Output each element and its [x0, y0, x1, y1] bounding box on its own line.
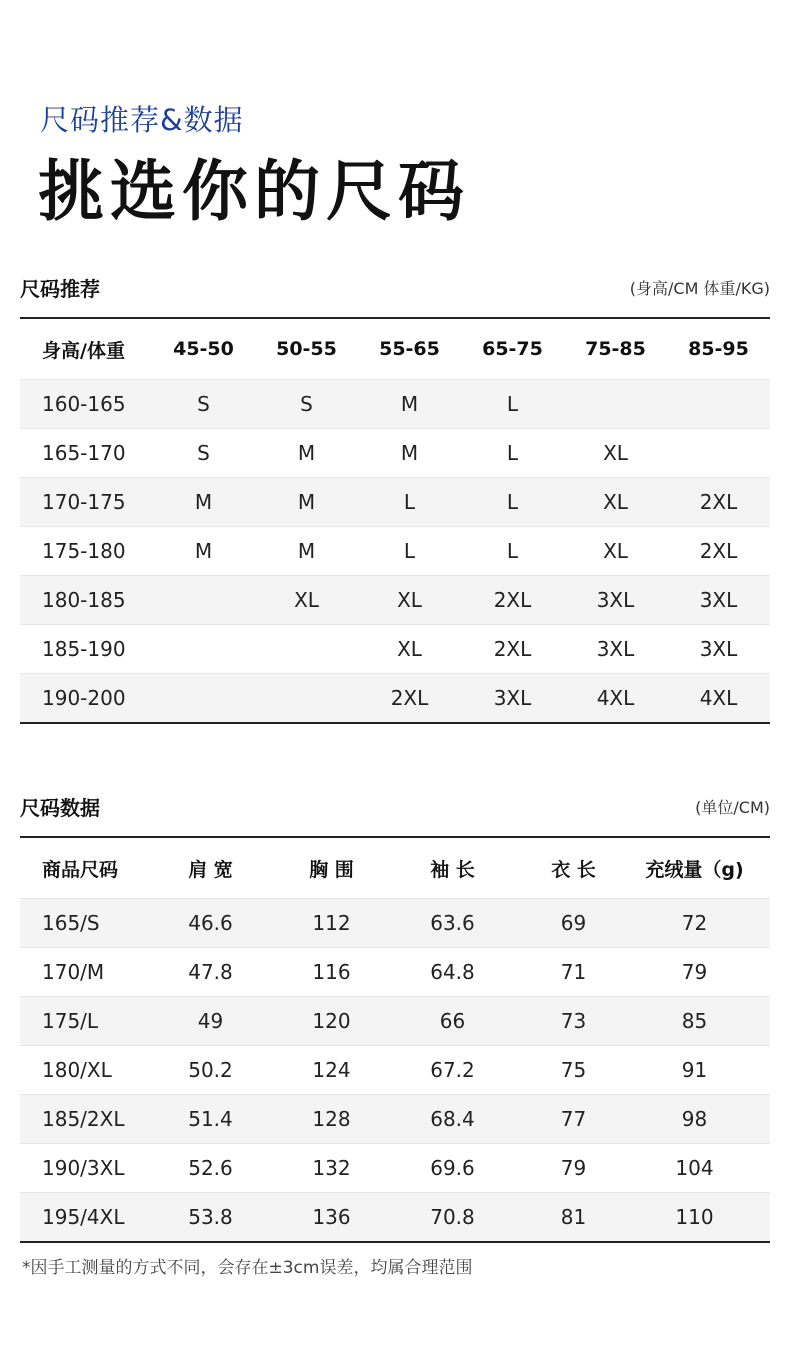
size-data-header-row	[20, 836, 770, 898]
size-data-column-header: 商品尺码	[42, 858, 119, 881]
size-data-cell: 110	[675, 1205, 714, 1229]
size-data-column-header: 衣 长	[551, 858, 596, 881]
size-data-row-label: 165/S	[42, 911, 100, 935]
size-data-cell: 69.6	[430, 1156, 475, 1180]
recommend-cell: M	[400, 441, 419, 465]
recommend-cell: 2XL	[699, 490, 738, 514]
size-data-column-header: 充绒量（g)	[645, 858, 744, 881]
size-data-cell: 91	[681, 1058, 708, 1082]
size-data-cell: 75	[560, 1058, 587, 1082]
size-recommend-table	[20, 317, 770, 724]
recommend-cell: 3XL	[596, 637, 635, 661]
size-data-cell: 72	[681, 911, 708, 935]
size-data-cell: 69	[560, 911, 587, 935]
size-data-cell: 71	[560, 960, 587, 984]
recommend-column-header: 55-65	[379, 338, 440, 360]
size-data-cell: 64.8	[430, 960, 475, 984]
recommend-cell: M	[297, 441, 316, 465]
size-data-row-label: 180/XL	[42, 1058, 112, 1082]
size-data-cell: 104	[675, 1156, 714, 1180]
size-data-cell: 47.8	[188, 960, 233, 984]
size-data-column-header: 袖 长	[430, 858, 475, 881]
size-data-row-label: 195/4XL	[42, 1205, 125, 1229]
size-data-cell: 79	[681, 960, 708, 984]
size-data-cell: 46.6	[188, 911, 233, 935]
recommend-cell: 3XL	[699, 637, 738, 661]
recommend-row-label: 165-170	[42, 441, 126, 465]
size-data-section-header	[20, 786, 770, 826]
size-data-cell: 81	[560, 1205, 587, 1229]
recommend-cell: L	[403, 490, 416, 514]
recommend-title: 尺码推荐	[20, 276, 100, 301]
recommend-row	[20, 477, 770, 526]
recommend-cell: XL	[603, 441, 628, 465]
size-data-row	[20, 1094, 770, 1143]
size-data-cell: 52.6	[188, 1156, 233, 1180]
size-data-cell: 120	[312, 1009, 351, 1033]
size-data-cell: 79	[560, 1156, 587, 1180]
size-data-cell: 50.2	[188, 1058, 233, 1082]
recommend-cell: XL	[294, 588, 319, 612]
size-data-title: 尺码数据	[20, 795, 100, 820]
recommend-row-label: 170-175	[42, 490, 126, 514]
recommend-cell: L	[506, 539, 519, 563]
size-data-column-header: 肩 宽	[188, 858, 233, 881]
size-data-cell: 53.8	[188, 1205, 233, 1229]
size-data-cell: 112	[312, 911, 351, 935]
recommend-cell: L	[506, 392, 519, 416]
recommend-cell: 2XL	[493, 637, 532, 661]
footnote: *因手工测量的方式不同，会存在±3cm误差，均属合理范围	[22, 1258, 473, 1278]
recommend-row-label: 190-200	[42, 686, 126, 710]
recommend-row-label: 175-180	[42, 539, 126, 563]
size-data-column-header: 胸 围	[309, 858, 354, 881]
size-data-cell: 66	[439, 1009, 466, 1033]
size-data-row	[20, 947, 770, 996]
recommend-cell: L	[403, 539, 416, 563]
size-data-unit: (单位/CM)	[695, 797, 770, 817]
recommend-cell: XL	[397, 637, 422, 661]
size-data-cell: 63.6	[430, 911, 475, 935]
size-data-cell: 70.8	[430, 1205, 475, 1229]
size-data-cell: 128	[312, 1107, 351, 1131]
recommend-cell: M	[297, 490, 316, 514]
size-data-cell: 73	[560, 1009, 587, 1033]
size-data-cell: 51.4	[188, 1107, 233, 1131]
recommend-cell: L	[506, 490, 519, 514]
recommend-cell: 3XL	[699, 588, 738, 612]
recommend-cell: 2XL	[493, 588, 532, 612]
recommend-cell: M	[400, 392, 419, 416]
recommend-cell: S	[197, 392, 210, 416]
recommend-cell: 3XL	[596, 588, 635, 612]
size-data-cell: 67.2	[430, 1058, 475, 1082]
size-data-row-label: 175/L	[42, 1009, 99, 1033]
size-data-cell: 49	[197, 1009, 224, 1033]
size-data-row	[20, 1192, 770, 1243]
recommend-cell: S	[300, 392, 313, 416]
recommend-cell: XL	[603, 490, 628, 514]
recommend-cell: 2XL	[390, 686, 429, 710]
page-title: 挑选你的尺码	[38, 153, 470, 230]
page-subtitle: 尺码推荐&数据	[40, 103, 244, 137]
recommend-cell: M	[297, 539, 316, 563]
recommend-row	[20, 428, 770, 477]
recommend-column-header: 65-75	[482, 338, 543, 360]
recommend-column-header: 75-85	[585, 338, 646, 360]
recommend-cell: M	[194, 490, 213, 514]
recommend-cell: 2XL	[699, 539, 738, 563]
size-data-cell: 136	[312, 1205, 351, 1229]
recommend-cell: 4XL	[699, 686, 738, 710]
recommend-column-header: 85-95	[688, 338, 749, 360]
recommend-column-header: 45-50	[173, 338, 234, 360]
size-data-row	[20, 1045, 770, 1094]
recommend-column-header: 身高/体重	[42, 339, 125, 362]
recommend-section-header	[20, 267, 770, 307]
size-data-row-label: 190/3XL	[42, 1156, 125, 1180]
recommend-cell: L	[506, 441, 519, 465]
recommend-row	[20, 575, 770, 624]
size-data-cell: 132	[312, 1156, 351, 1180]
size-data-cell: 68.4	[430, 1107, 475, 1131]
recommend-row	[20, 673, 770, 724]
size-data-row	[20, 1143, 770, 1192]
recommend-row	[20, 379, 770, 428]
recommend-column-header: 50-55	[276, 338, 337, 360]
size-data-row-label: 185/2XL	[42, 1107, 125, 1131]
recommend-row-label: 185-190	[42, 637, 126, 661]
size-data-table	[20, 836, 770, 1243]
recommend-row	[20, 624, 770, 673]
size-data-row-label: 170/M	[42, 960, 105, 984]
recommend-row-label: 180-185	[42, 588, 126, 612]
size-data-cell: 116	[312, 960, 351, 984]
size-data-cell: 77	[560, 1107, 587, 1131]
recommend-cell: XL	[603, 539, 628, 563]
recommend-unit: (身高/CM 体重/KG)	[629, 278, 770, 298]
recommend-cell: M	[194, 539, 213, 563]
recommend-row	[20, 526, 770, 575]
size-data-cell: 85	[681, 1009, 708, 1033]
recommend-header-row	[20, 317, 770, 379]
recommend-cell: XL	[397, 588, 422, 612]
size-data-row	[20, 996, 770, 1045]
recommend-row-label: 160-165	[42, 392, 126, 416]
size-data-cell: 124	[312, 1058, 351, 1082]
recommend-cell: 4XL	[596, 686, 635, 710]
recommend-cell: 3XL	[493, 686, 532, 710]
recommend-cell: S	[197, 441, 210, 465]
size-data-row	[20, 898, 770, 947]
size-data-cell: 98	[681, 1107, 708, 1131]
